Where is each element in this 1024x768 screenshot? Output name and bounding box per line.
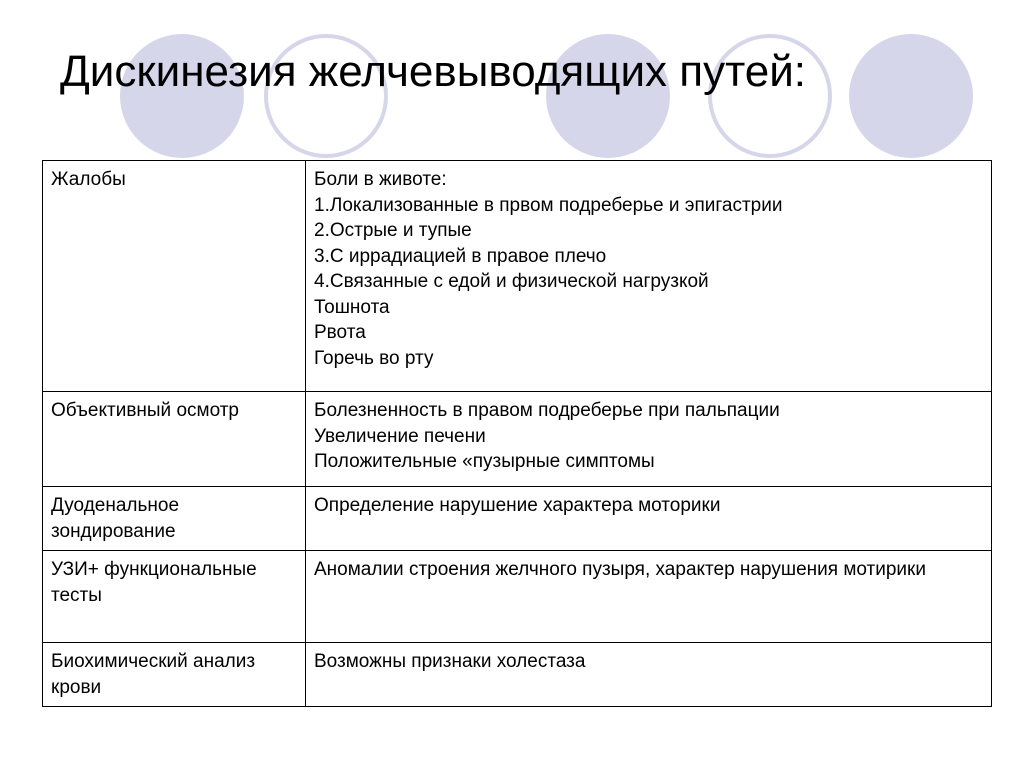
content-line: 3.С иррадиацией в правое плечо [314,245,607,267]
content-line: 4.Связанные с едой и физической нагрузкой [314,271,709,292]
table-row [43,487,992,551]
content-line: Возможны признаки холестаза [314,651,586,672]
content-line: Увеличение печени [314,425,486,447]
content-line: Тошнота [314,296,390,318]
info-table [42,160,992,707]
content-line: Боли в животе: [314,169,447,190]
content-line: 1.Локализованные в првом подреберье и эпигастрии [314,194,783,216]
table-row [43,643,992,707]
content-line: Рвота [314,322,366,343]
content-line: Горечь во рту [314,347,434,369]
row-content-cell: Аномалии строения желчного пузыря, характер нарушения мотирики [306,551,992,643]
row-content-cell [306,643,992,707]
row-label-cell: Биохимический анализ крови [43,643,306,707]
row-label-cell: УЗИ+ функциональные тесты [43,551,306,643]
table-row [43,392,992,487]
content-line: Определение нарушение характера моторики [314,495,721,516]
row-label-cell: Объективный осмотр [43,392,306,487]
row-label-cell: Дуоденальное зондирование [43,487,306,551]
row-content-cell [306,487,992,551]
table-row [43,161,992,392]
table-row [43,551,992,643]
row-content-cell [306,392,992,487]
row-label-cell: Жалобы [43,161,306,392]
content-line: 2.Острые и тупые [314,220,472,241]
content-line: Болезненность в правом подреберье при пальпации [314,400,780,421]
row-content-cell [306,161,992,392]
slide-title: Дискинезия желчевыводящих путей: [60,47,807,96]
content-line: Положительные «пузырные симптомы [314,451,655,472]
